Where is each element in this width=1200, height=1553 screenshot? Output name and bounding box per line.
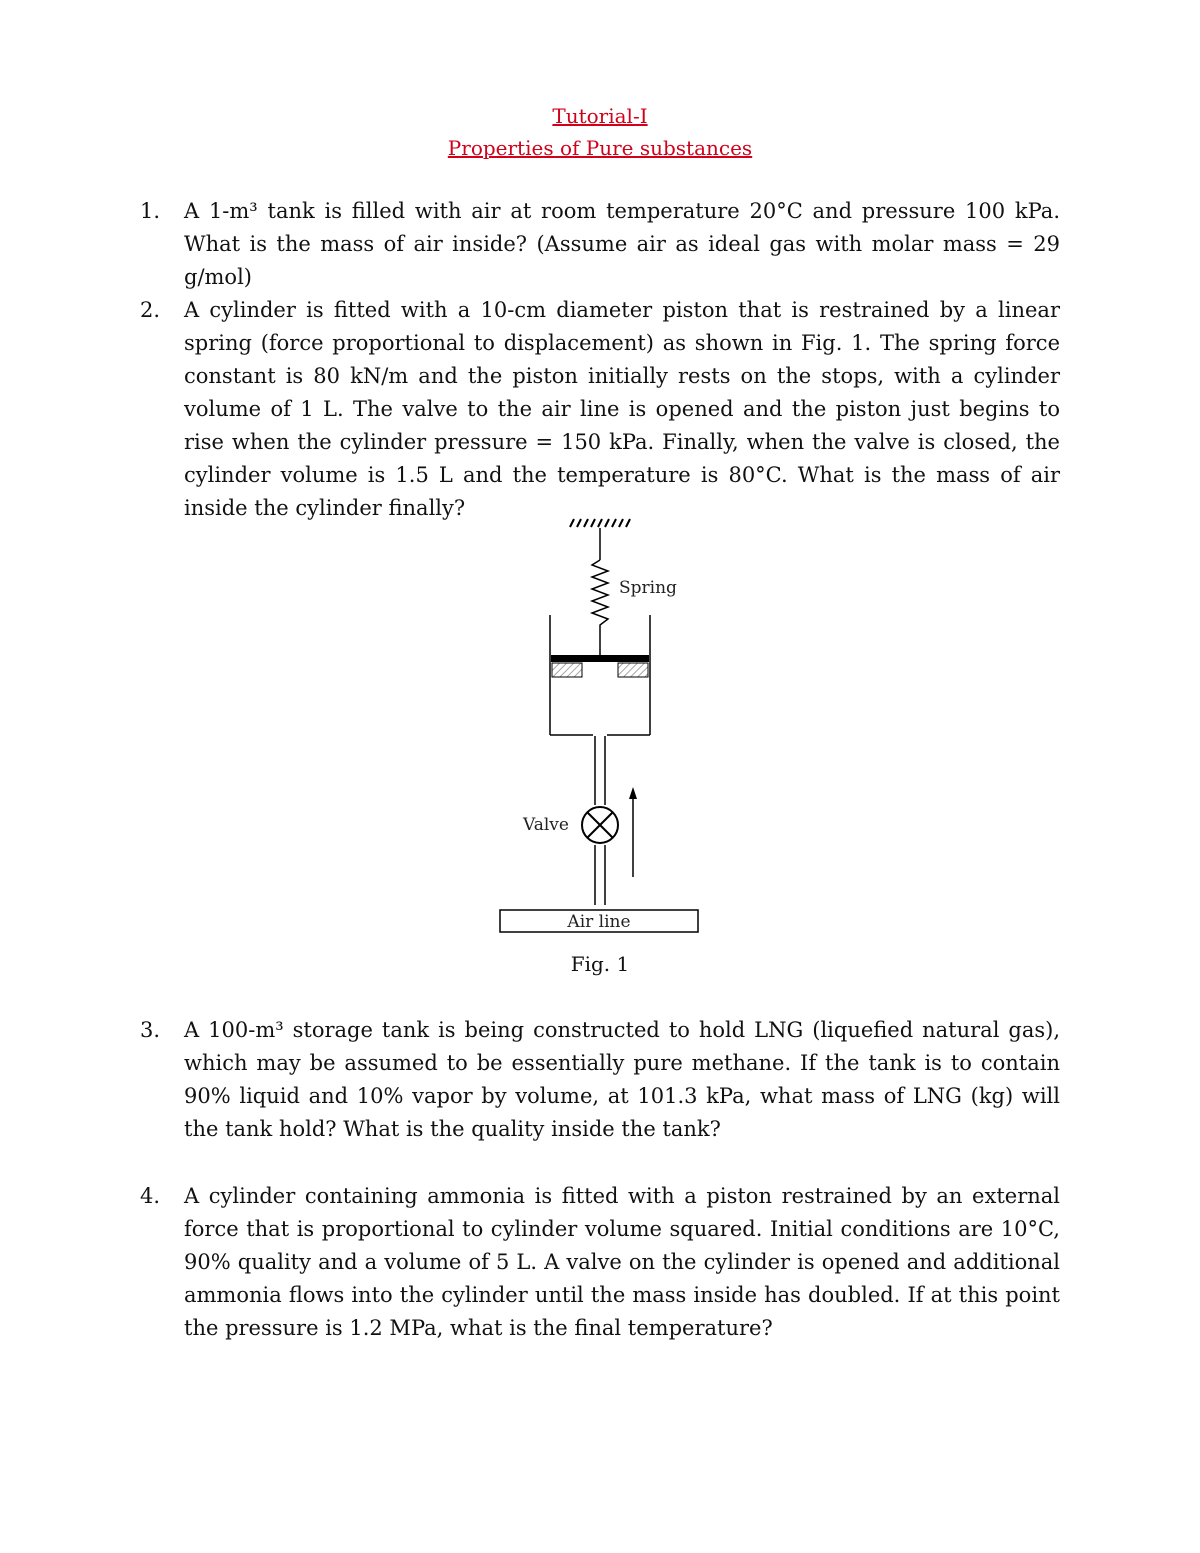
problem-4 xyxy=(140,1180,1060,1345)
valve-label: Valve xyxy=(523,815,569,835)
page-subtitle: Properties of Pure substances xyxy=(447,136,753,160)
left-stop xyxy=(552,663,582,677)
flow-arrow-icon xyxy=(629,787,637,799)
valve-icon xyxy=(582,807,618,843)
air-line-label: Air line xyxy=(567,912,631,932)
problem-number: 1. xyxy=(140,199,161,223)
problem-number: 2. xyxy=(140,298,161,322)
piston xyxy=(551,655,649,662)
piston-cylinder-figure xyxy=(495,515,705,945)
page-title: Tutorial-I xyxy=(552,104,648,128)
problem-3 xyxy=(140,1014,1060,1146)
figure-caption: Fig. 1 xyxy=(570,952,630,976)
problem-text: A 1-m³ tank is filled with air at room temperature 20°C and pressure 100 kPa. What is the mass of air inside? (Assume air as ideal gas with molar mass = 29 g/mol) xyxy=(184,199,1060,289)
problem-text: A cylinder is fitted with a 10-cm diameter piston that is restrained by a linear spring (force proportional to displacement) as shown in Fig. 1. The spring force constant is 80 kN/m and the piston initially rests on the stops, with a cylinder volume of 1 L. The valve to the air line is opened and the piston just begins to rise when the cylinder pressure = 150 kPa. Finally, when the valve is closed, the cylinder volume is 1.5 L and the temperature is 80°C. What is the mass of air inside the cylinder finally? xyxy=(184,298,1060,520)
problem-number: 3. xyxy=(140,1018,161,1042)
spring-label: Spring xyxy=(619,578,677,598)
problem-2 xyxy=(140,294,1060,525)
problem-text: A 100-m³ storage tank is being constructed to hold LNG (liquefied natural gas), which may be assumed to be essentially pure methane. If the tank is to contain 90% liquid and 10% vapor by volume, at 101.3 kPa, what mass of LNG (kg) will the tank hold? What is the quality inside the tank? xyxy=(184,1018,1060,1141)
right-stop xyxy=(618,663,648,677)
spring xyxy=(592,560,608,655)
fixed-support xyxy=(570,519,630,527)
problem-text: A cylinder containing ammonia is fitted with a piston restrained by an external force that is proportional to cylinder volume squared. Initial conditions are 10°C, 90% quality and a volume of 5 L. A valve on the cylinder is opened and additional ammonia flows into the cylinder until the mass inside has doubled. If at this point the pressure is 1.2 MPa, what is the final temperature? xyxy=(184,1184,1060,1340)
problem-1 xyxy=(140,195,1060,294)
problem-number: 4. xyxy=(140,1184,161,1208)
